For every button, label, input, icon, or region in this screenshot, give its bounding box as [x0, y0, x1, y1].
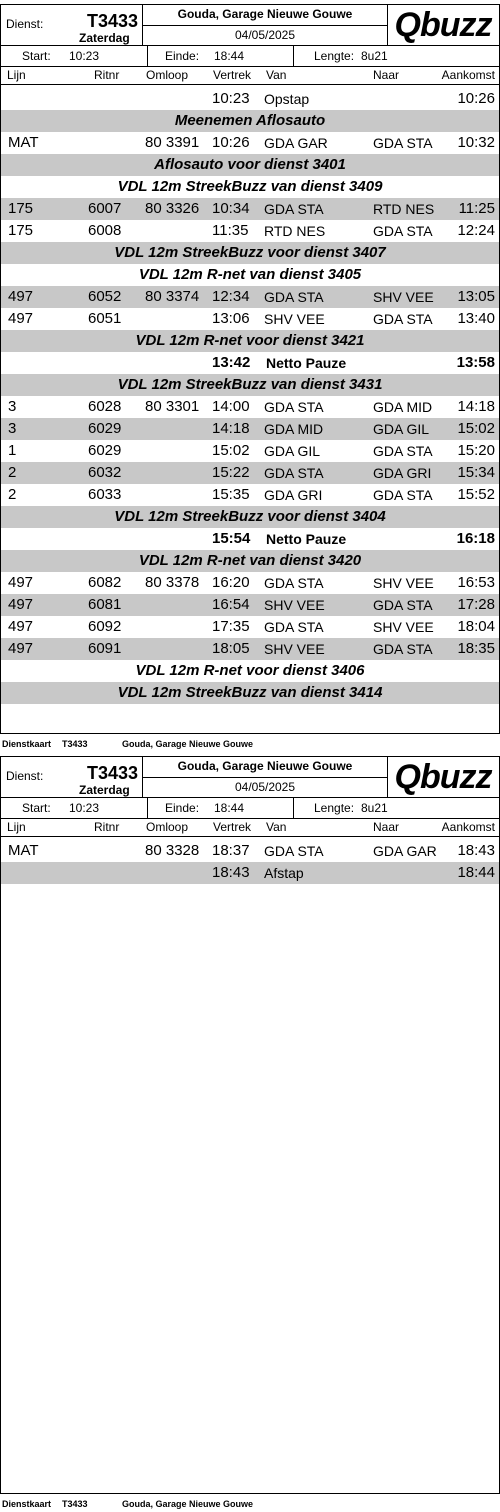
cell-vertrek: 18:37	[212, 842, 250, 859]
end-label: Einde:	[165, 49, 200, 63]
end-time: 18:44	[214, 801, 245, 815]
cell-vertrek: 10:26	[212, 134, 250, 151]
pause-row	[1, 352, 499, 374]
cell-van: Afstap	[264, 865, 304, 881]
pause-label: Netto Pauze	[266, 355, 347, 371]
cell-aankomst: 15:34	[457, 464, 495, 481]
service-date: 04/05/2025	[142, 25, 388, 45]
section-row	[1, 242, 499, 264]
trip-row	[1, 220, 499, 242]
cell-vertrek: 14:00	[212, 398, 250, 415]
cell-van: GDA GAR	[264, 135, 328, 151]
service-card-page-1	[0, 0, 500, 752]
col-lijn: Lijn	[7, 820, 26, 834]
cell-ritnr: 6081	[88, 596, 122, 613]
cell-van: GDA GIL	[264, 443, 321, 459]
cell-vertrek: 15:35	[212, 486, 250, 503]
section-row	[1, 550, 499, 572]
col-naar: Naar	[373, 820, 400, 834]
col-lijn: Lijn	[7, 68, 26, 82]
section-title: VDL 12m StreekBuzz van dienst 3431	[117, 376, 383, 393]
col-naar: Naar	[373, 68, 400, 82]
cell-naar: GDA MID	[373, 399, 433, 415]
cell-omloop: 80 3391	[145, 134, 200, 151]
section-row	[1, 506, 499, 528]
service-card	[0, 756, 500, 1494]
cell-van: GDA GRI	[264, 487, 323, 503]
trip-row	[1, 88, 499, 110]
cell-aankomst: 10:32	[457, 134, 495, 151]
col-vertrek: Vertrek	[213, 820, 252, 834]
cell-lijn: 497	[8, 596, 34, 613]
end-time: 18:44	[214, 49, 245, 63]
cell-lijn: 497	[8, 640, 34, 657]
section-row	[1, 176, 499, 198]
cell-lijn: 2	[8, 464, 17, 481]
pause-start: 13:42	[212, 354, 251, 371]
garage-name: Gouda, Garage Nieuwe Gouwe	[142, 5, 388, 26]
qbuzz-logo: Qbuzz	[394, 6, 492, 44]
service-card-page-2	[0, 752, 500, 1512]
dienst-label: Dienst:	[6, 17, 44, 31]
col-vertrek: Vertrek	[213, 68, 252, 82]
cell-vertrek: 18:05	[212, 640, 250, 657]
section-row	[1, 330, 499, 352]
cell-omloop: 80 3326	[145, 200, 200, 217]
cell-vertrek: 10:23	[212, 90, 250, 107]
cell-van: GDA STA	[264, 201, 324, 217]
trip-list	[1, 840, 499, 884]
cell-lijn: MAT	[8, 134, 39, 151]
section-title: VDL 12m StreekBuzz voor dienst 3404	[114, 508, 386, 525]
dienst-number: T3433	[87, 763, 139, 783]
cell-vertrek: 10:34	[212, 200, 250, 217]
card-header	[1, 5, 499, 46]
cell-lijn: 2	[8, 486, 17, 503]
pause-end: 16:18	[456, 530, 495, 547]
cell-ritnr: 6007	[88, 200, 122, 217]
trip-row	[1, 840, 499, 862]
cell-ritnr: 6051	[88, 310, 122, 327]
cell-omloop: 80 3378	[145, 574, 200, 591]
trip-row	[1, 396, 499, 418]
cell-vertrek: 15:02	[212, 442, 250, 459]
length-label: Lengte:	[314, 801, 355, 815]
cell-van: GDA STA	[264, 619, 324, 635]
col-ritnr: Ritnr	[94, 820, 120, 834]
cell-van: GDA MID	[264, 421, 324, 437]
section-title: Meenemen Aflosauto	[174, 112, 326, 129]
cell-naar: GDA STA	[373, 135, 433, 151]
cell-naar: GDA STA	[373, 487, 433, 503]
cell-aankomst: 13:40	[457, 310, 495, 327]
cell-van: SHV VEE	[264, 311, 325, 327]
start-time: 10:23	[69, 49, 100, 63]
pause-row	[1, 528, 499, 550]
cell-lijn: MAT	[8, 842, 39, 859]
cell-aankomst: 14:18	[457, 398, 495, 415]
trip-row	[1, 638, 499, 660]
cell-van: SHV VEE	[264, 597, 325, 613]
section-title: VDL 12m R-net van dienst 3405	[138, 266, 362, 283]
cell-van: GDA STA	[264, 843, 324, 859]
cell-naar: GDA GIL	[373, 421, 430, 437]
trip-row	[1, 862, 499, 884]
trip-row	[1, 308, 499, 330]
garage-name: Gouda, Garage Nieuwe Gouwe	[142, 757, 388, 778]
trip-row	[1, 594, 499, 616]
column-headers	[1, 67, 499, 85]
cell-vertrek: 16:20	[212, 574, 250, 591]
cell-vertrek: 15:22	[212, 464, 250, 481]
cell-vertrek: 18:43	[212, 864, 250, 881]
cell-naar: GDA STA	[373, 641, 433, 657]
cell-omloop: 80 3328	[145, 842, 200, 859]
cell-lijn: 497	[8, 310, 34, 327]
length-value: 8u21	[361, 801, 388, 815]
cell-aankomst: 13:05	[457, 288, 495, 305]
footer-label: Dienstkaart	[2, 1499, 52, 1509]
cell-ritnr: 6028	[88, 398, 122, 415]
trip-row	[1, 132, 499, 154]
cell-naar: GDA STA	[373, 443, 433, 459]
trip-row	[1, 616, 499, 638]
cell-lijn: 497	[8, 618, 34, 635]
cell-ritnr: 6092	[88, 618, 122, 635]
cell-van: GDA STA	[264, 289, 324, 305]
length-value: 8u21	[361, 49, 388, 63]
cell-vertrek: 11:35	[212, 222, 249, 239]
cell-naar: GDA STA	[373, 311, 433, 327]
cell-aankomst: 11:25	[458, 200, 495, 217]
cell-van: Opstap	[264, 91, 310, 107]
section-title: VDL 12m StreekBuzz van dienst 3409	[117, 178, 383, 195]
end-label: Einde:	[165, 801, 200, 815]
footer-dienst: T3433	[62, 1499, 88, 1509]
cell-ritnr: 6029	[88, 442, 122, 459]
footer-label: Dienstkaart	[2, 739, 52, 749]
cell-aankomst: 17:28	[457, 596, 495, 613]
cell-aankomst: 16:53	[457, 574, 495, 591]
cell-lijn: 175	[8, 222, 34, 239]
start-label: Start:	[22, 49, 51, 63]
cell-ritnr: 6091	[88, 640, 122, 657]
column-headers	[1, 819, 499, 837]
trip-row	[1, 462, 499, 484]
footer-garage: Gouda, Garage Nieuwe Gouwe	[122, 739, 254, 749]
cell-aankomst: 18:43	[457, 842, 495, 859]
cell-aankomst: 15:52	[457, 486, 495, 503]
section-row	[1, 682, 499, 704]
col-van: Van	[266, 68, 287, 82]
footer-garage: Gouda, Garage Nieuwe Gouwe	[122, 1499, 254, 1509]
col-van: Van	[266, 820, 287, 834]
cell-ritnr: 6008	[88, 222, 122, 239]
qbuzz-logo: Qbuzz	[394, 758, 492, 796]
cell-aankomst: 18:35	[457, 640, 495, 657]
trip-row	[1, 440, 499, 462]
cell-ritnr: 6052	[88, 288, 122, 305]
trip-row	[1, 418, 499, 440]
section-title: VDL 12m R-net voor dienst 3406	[135, 662, 365, 679]
cell-aankomst: 15:20	[457, 442, 495, 459]
pause-end: 13:58	[456, 354, 495, 371]
dienst-number: T3433	[87, 11, 139, 31]
col-aankomst: Aankomst	[441, 68, 495, 82]
cell-van: GDA STA	[264, 399, 324, 415]
section-title: VDL 12m R-net voor dienst 3421	[135, 332, 365, 349]
cell-naar: SHV VEE	[373, 575, 434, 591]
footer-dienst: T3433	[62, 739, 88, 749]
card-header	[1, 757, 499, 798]
service-date: 04/05/2025	[142, 777, 388, 797]
section-title: VDL 12m R-net van dienst 3420	[138, 552, 362, 569]
trip-row	[1, 572, 499, 594]
cell-van: GDA STA	[264, 575, 324, 591]
cell-lijn: 175	[8, 200, 34, 217]
day-type: Zaterdag	[79, 31, 130, 45]
cell-aankomst: 15:02	[457, 420, 495, 437]
cell-naar: SHV VEE	[373, 289, 434, 305]
day-type: Zaterdag	[79, 783, 130, 797]
service-card	[0, 4, 500, 734]
trip-list	[1, 88, 499, 704]
section-row	[1, 110, 499, 132]
cell-aankomst: 18:04	[457, 618, 495, 635]
cell-lijn: 1	[8, 442, 17, 459]
cell-aankomst: 10:26	[457, 90, 495, 107]
cell-van: SHV VEE	[264, 641, 325, 657]
pause-start: 15:54	[212, 530, 251, 547]
cell-lijn: 497	[8, 574, 34, 591]
cell-ritnr: 6082	[88, 574, 122, 591]
cell-aankomst: 12:24	[457, 222, 495, 239]
cell-van: GDA STA	[264, 465, 324, 481]
cell-naar: RTD NES	[373, 201, 435, 217]
section-title: Aflosauto voor dienst 3401	[154, 156, 346, 173]
start-label: Start:	[22, 801, 51, 815]
col-aankomst: Aankomst	[441, 820, 495, 834]
cell-aankomst: 18:44	[457, 864, 495, 881]
cell-omloop: 80 3301	[145, 398, 200, 415]
length-label: Lengte:	[314, 49, 355, 63]
section-title: VDL 12m StreekBuzz voor dienst 3407	[114, 244, 386, 261]
cell-vertrek: 13:06	[212, 310, 250, 327]
col-omloop: Omloop	[146, 820, 189, 834]
cell-vertrek: 12:34	[212, 288, 250, 305]
cell-naar: GDA GRI	[373, 465, 432, 481]
cell-naar: GDA STA	[373, 597, 433, 613]
times-row	[1, 46, 499, 67]
trip-row	[1, 286, 499, 308]
dienst-label: Dienst:	[6, 769, 44, 783]
cell-naar: GDA STA	[373, 223, 433, 239]
start-time: 10:23	[69, 801, 100, 815]
pause-label: Netto Pauze	[266, 531, 347, 547]
section-row	[1, 264, 499, 286]
times-row	[1, 798, 499, 819]
section-row	[1, 374, 499, 396]
col-ritnr: Ritnr	[94, 68, 120, 82]
trip-row	[1, 484, 499, 506]
cell-lijn: 497	[8, 288, 34, 305]
cell-ritnr: 6032	[88, 464, 122, 481]
cell-vertrek: 16:54	[212, 596, 250, 613]
section-row	[1, 660, 499, 682]
cell-vertrek: 17:35	[212, 618, 250, 635]
cell-vertrek: 14:18	[212, 420, 250, 437]
trip-row	[1, 198, 499, 220]
cell-lijn: 3	[8, 398, 17, 415]
col-omloop: Omloop	[146, 68, 189, 82]
cell-naar: GDA GAR	[373, 843, 437, 859]
cell-van: RTD NES	[264, 223, 326, 239]
cell-naar: SHV VEE	[373, 619, 434, 635]
section-title: VDL 12m StreekBuzz van dienst 3414	[117, 684, 383, 701]
section-row	[1, 154, 499, 176]
cell-ritnr: 6033	[88, 486, 122, 503]
cell-omloop: 80 3374	[145, 288, 200, 305]
cell-ritnr: 6029	[88, 420, 122, 437]
cell-lijn: 3	[8, 420, 17, 437]
